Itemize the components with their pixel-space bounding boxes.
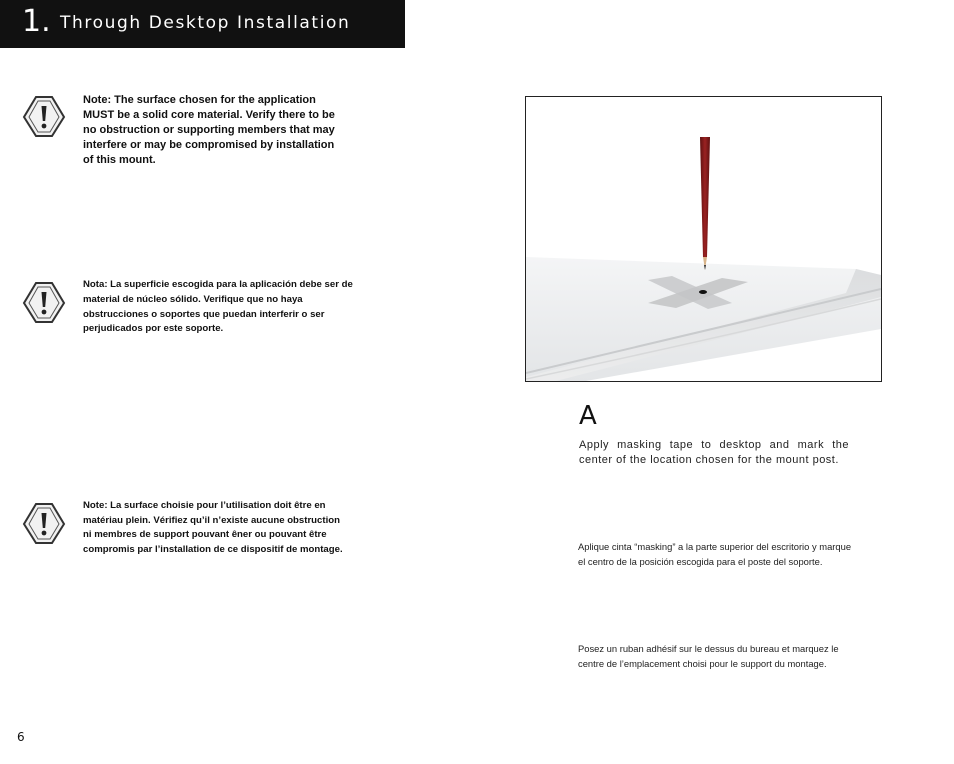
warning-icon — [22, 280, 66, 324]
note-french: Note: La surface choisie pour l’utilisation doit être en matériau plein. Vérifiez qu’il n’existe aucune obstruction ni membres de support pouvant êner ou pouvant être compromis par l’installation de ce dispositif de montage. — [83, 500, 343, 555]
warning-icon — [22, 501, 66, 545]
section-title: Through Desktop Installation — [60, 13, 351, 33]
note-spanish: Nota: La superficie escogida para la aplicación debe ser de material de núcleo sólido. Verifique que no haya obstrucciones o soportes que puedan interferir o ser perjudicados por este soporte. — [83, 279, 353, 335]
section-number: 1. — [22, 4, 51, 39]
page-number: 6 — [17, 730, 25, 744]
section-header — [0, 0, 405, 48]
step-instruction-english: Apply masking tape to desktop and mark the center of the location chosen for the mount post. — [579, 439, 849, 466]
step-instruction-spanish: Aplique cinta “masking” a la parte superior del escritorio y marque el centro de la posición escogida para el poste del soporte. — [578, 541, 852, 567]
warning-icon — [22, 94, 66, 138]
step-instruction-french: Posez un ruban adhésif sur le dessus du bureau et marquez le centre de l’emplacement choisi pour le support du montage. — [578, 643, 839, 669]
step-letter: A — [579, 401, 597, 431]
illustration-frame — [525, 96, 882, 382]
desktop-tape-pencil-illustration — [526, 97, 881, 381]
note-english: Note: The surface chosen for the application MUST be a solid core material. Verify there to be no obstruction or supporting members that may interfere or may be compromised by installation of this mount. — [83, 94, 335, 166]
